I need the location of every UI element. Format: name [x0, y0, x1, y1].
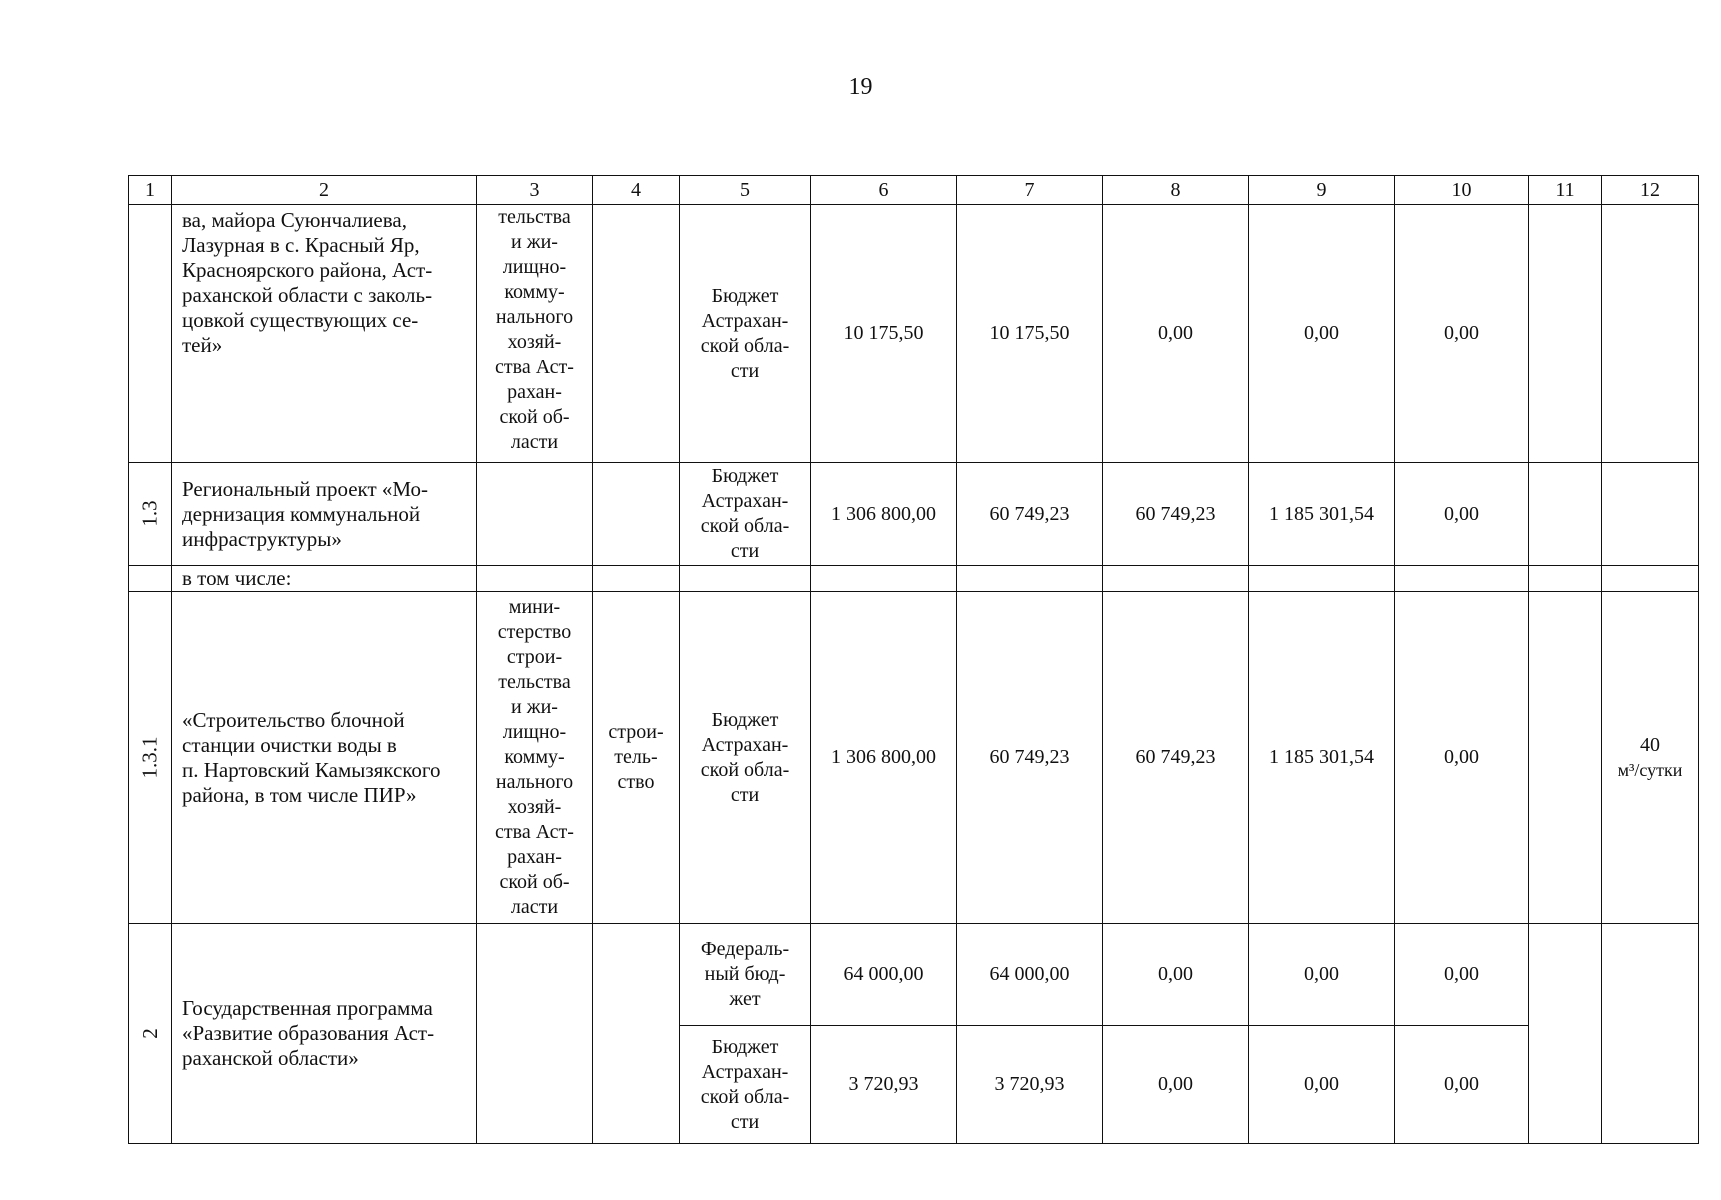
value-cell: 0,00: [1395, 205, 1529, 463]
measure-name-cell: «Строительство блочной станции очистки воды в п. Нартовский Камызякского района, в том числе ПИР»: [172, 592, 477, 924]
empty-cell: [477, 566, 593, 592]
value-cell: [1529, 463, 1602, 566]
empty-cell: [680, 566, 811, 592]
value-cell: 1 185 301,54: [1249, 463, 1395, 566]
value-cell: 0,00: [1249, 205, 1395, 463]
row-number-cell: [129, 566, 172, 592]
row-number: 1.3.1: [137, 736, 162, 778]
value-cell: 0,00: [1395, 1026, 1529, 1144]
value-cell: 0,00: [1103, 1026, 1249, 1144]
column-header: 6: [811, 176, 957, 205]
column-header: 10: [1395, 176, 1529, 205]
funding-source-cell: Бюджет Астрахан- ской обла- сти: [680, 463, 811, 566]
capacity-unit: м³/сутки: [1617, 759, 1683, 780]
type-cell: [593, 463, 680, 566]
row-number: 1.3: [137, 500, 162, 527]
executor-cell: мини- стерство строи- тельства и жи- лищно- комму- нального хозяй- ства Аст- рахан- ской об- ласти: [477, 592, 593, 924]
value-cell: [1602, 205, 1699, 463]
row-number-cell: [129, 205, 172, 463]
value-cell: 10 175,50: [811, 205, 957, 463]
measure-name-cell: ва, майора Суюнчалиева, Лазурная в с. Красный Яр, Красноярского района, Аст- раханской области с заколь- цовкой существующих се- тей»: [172, 205, 477, 463]
type-cell: строи- тель- ство: [593, 592, 680, 924]
measure-name-cell: Государственная программа «Развитие образования Аст- раханской области»: [172, 924, 477, 1144]
value-cell: 60 749,23: [1103, 463, 1249, 566]
table-row: [129, 592, 1699, 924]
value-cell: 0,00: [1249, 1026, 1395, 1144]
row-number-cell: [129, 592, 172, 924]
measure-name-cell: Региональный проект «Мо- дернизация коммунальной инфраструктуры»: [172, 463, 477, 566]
funding-source-cell: Бюджет Астрахан- ской обла- сти: [680, 592, 811, 924]
type-cell: [593, 205, 680, 463]
value-cell: 60 749,23: [957, 592, 1103, 924]
funding-source-cell: Бюджет Астрахан- ской обла- сти: [680, 205, 811, 463]
value-cell: 0,00: [1103, 205, 1249, 463]
column-header: 1: [129, 176, 172, 205]
value-cell: 60 749,23: [1103, 592, 1249, 924]
value-cell: 0,00: [1395, 924, 1529, 1026]
column-header: 9: [1249, 176, 1395, 205]
value-cell: 0,00: [1249, 924, 1395, 1026]
capacity-cell: [1602, 592, 1699, 924]
executor-cell: [477, 924, 593, 1144]
capacity-value: 40: [1640, 733, 1660, 756]
value-cell: 1 185 301,54: [1249, 592, 1395, 924]
value-cell: 64 000,00: [811, 924, 957, 1026]
value-cell: 60 749,23: [957, 463, 1103, 566]
value-cell: [1602, 463, 1699, 566]
column-header: 11: [1529, 176, 1602, 205]
table-row: [129, 205, 1699, 463]
executor-cell: [477, 463, 593, 566]
page-number: 19: [848, 74, 873, 100]
value-cell: 1 306 800,00: [811, 463, 957, 566]
empty-cell: [1602, 924, 1699, 1144]
value-cell: 0,00: [1103, 924, 1249, 1026]
column-header: 4: [593, 176, 680, 205]
column-header: 3: [477, 176, 593, 205]
column-header: 12: [1602, 176, 1699, 205]
column-header: 8: [1103, 176, 1249, 205]
value-cell: 0,00: [1395, 592, 1529, 924]
empty-cell: [1395, 566, 1529, 592]
row-number-cell: [129, 463, 172, 566]
empty-cell: [811, 566, 957, 592]
empty-cell: [1103, 566, 1249, 592]
value-cell: 0,00: [1395, 463, 1529, 566]
funding-source-cell: Бюджет Астрахан- ской обла- сти: [680, 1026, 811, 1144]
empty-cell: [1529, 924, 1602, 1144]
table-row: [129, 924, 1699, 1026]
column-header: 7: [957, 176, 1103, 205]
budget-table: [128, 175, 1699, 1144]
empty-cell: [1529, 566, 1602, 592]
table-row: [129, 463, 1699, 566]
measure-name-cell: в том числе:: [172, 566, 477, 592]
empty-cell: [1602, 566, 1699, 592]
column-header: 5: [680, 176, 811, 205]
column-header: 2: [172, 176, 477, 205]
value-cell: 10 175,50: [957, 205, 1103, 463]
empty-cell: [957, 566, 1103, 592]
empty-cell: [1249, 566, 1395, 592]
column-number-row: [129, 176, 1699, 205]
value-cell: [1529, 205, 1602, 463]
value-cell: 3 720,93: [811, 1026, 957, 1144]
type-cell: [593, 924, 680, 1144]
row-number: 2: [137, 1027, 162, 1039]
value-cell: 3 720,93: [957, 1026, 1103, 1144]
row-number-cell: [129, 924, 172, 1144]
empty-cell: [593, 566, 680, 592]
value-cell: 64 000,00: [957, 924, 1103, 1026]
value-cell: 1 306 800,00: [811, 592, 957, 924]
funding-source-cell: Федераль- ный бюд- жет: [680, 924, 811, 1026]
executor-cell: тельства и жи- лищно- комму- нального хозяй- ства Аст- рахан- ской об- ласти: [477, 205, 593, 463]
table-row: [129, 566, 1699, 592]
value-cell: [1529, 592, 1602, 924]
